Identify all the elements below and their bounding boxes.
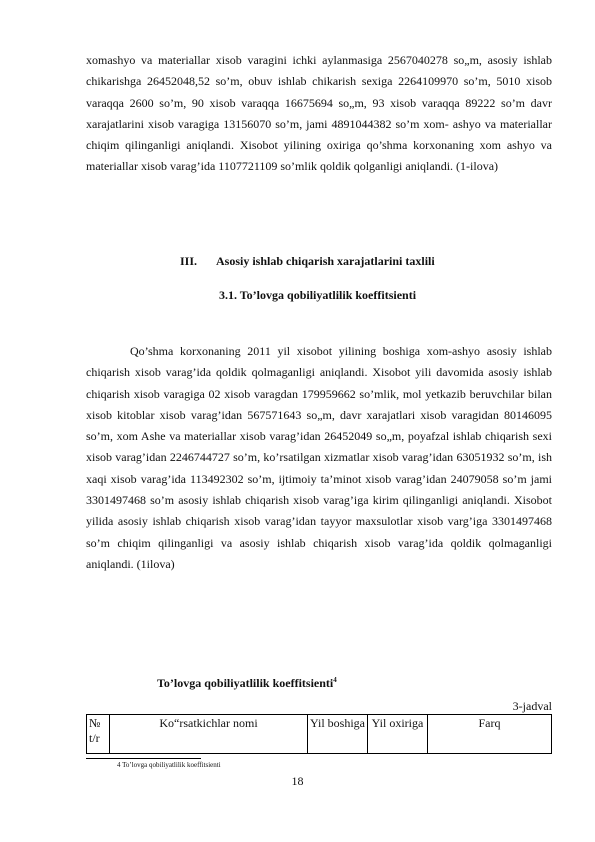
footnote: 4 To’lovga qobiliyatlilik koeffitsienti: [117, 761, 221, 769]
body-paragraph-2: Qo’shma korxonaning 2011 yil xisobot yilining boshiga xom-ashyo asosiy ishlab chiqarish xisob varag’ida qoldik qolmaganligi aniqlandi. Xisobot yili davomida asosiy ishlab chiqarish xisob varagiga 02 xisob varagdan 179959662 so’mlik, mol yetkazib beruvchilar bilan xisob kitoblar xisob varag’idan 567571643 so„m, davr xarajatlari xisob varagidan 80146095 so’m, xom Ashe va materiallar xisob varag’idan 26452049 so„m, poyafzal ishlab chiqarish sexi xisob varag’idan 2246744727 so’m, ko’rsatilgan xizmatlar xisob varag’idan 63051932 so’m, ish xaqi xisob varag’ida 113492302 so’m, ijtimoiy ta’minot xisob varag’idan 24079058 so’m jami 3301497468 so’m asosiy ishlab chiqarish xisob varag’iga kirim qilinganligi aniqlandi. Xisobot yilida asosiy ishlab chiqarish xisob varag’idan tayyor maxsulotlar xisob varg’iga 3301497468 so’m chiqim qilinganligi va asosiy ishlab chiqarish xisob varag’ida qoldik qolmaganligi aniqlandi. (1ilova): [86, 344, 552, 571]
header-number: № t/r: [87, 715, 110, 754]
table-title: [157, 676, 337, 691]
table-label: 3-jadval: [512, 699, 552, 713]
table-title-text: To’lovga qobiliyatlilik koeffitsienti: [157, 676, 334, 690]
table-header-row: [87, 715, 552, 754]
section-title: Asosiy ishlab chiqarish xarajatlarini taxlili: [216, 254, 435, 268]
coefficient-table: [86, 714, 552, 754]
header-year-start: Yil boshiga: [308, 715, 368, 754]
body-paragraph-1: xomashyo va materiallar xisob varagini ichki aylanmasiga 2567040278 so„m, asosiy ishlab chikarishga 26452048,52 so’m, obuv ishlab chikarish sexiga 2264109970 so’m, 5010 xisob varaqqa 2600 so’m, 90 xisob varaqqa 16675694 so„m, 93 xisob varaqqa 89222 so’m davr xarajatlarini xisob varagiga 13156070 so’m, jami 4891044382 so’m xom- ashyo va materiallar chiqim qilinganligi aniqlandi. Xisobot yilining oxiriga qo’shma korxonaning xom ashyo va materiallar xisob varag’ida 1107721109 so’mlik qoldik qolganligi aniqlandi. (1-ilova): [86, 53, 552, 174]
footnote-divider: [86, 758, 201, 759]
section-heading: [180, 254, 435, 269]
section-number: III.: [180, 254, 198, 268]
page-number: 18: [291, 774, 304, 788]
header-difference: Farq: [428, 715, 552, 754]
header-indicator-name: Ko“rsatkichlar nomi: [110, 715, 308, 754]
footnote-reference: 4: [333, 676, 337, 684]
header-year-end: Yil oxiriga: [368, 715, 428, 754]
subsection-heading: 3.1. To’lovga qobiliyatlilik koeffitsienti: [219, 288, 417, 302]
